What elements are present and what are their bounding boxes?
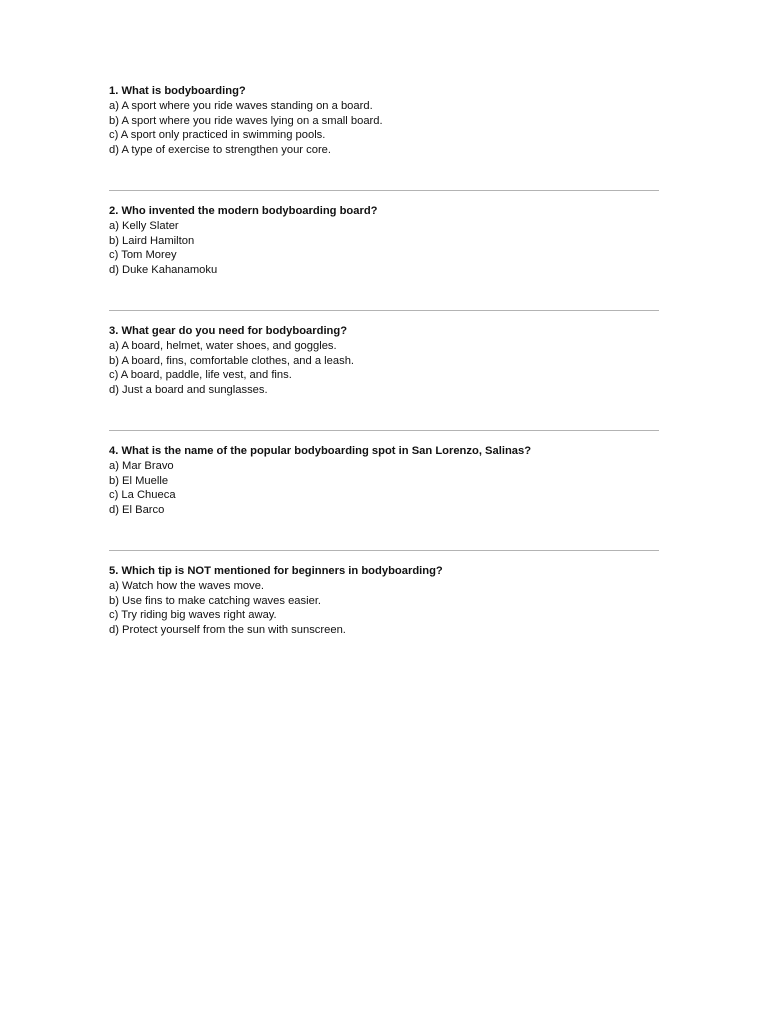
question-title: 4. What is the name of the popular bodyboarding spot in San Lorenzo, Salinas? (109, 444, 532, 457)
divider (109, 310, 659, 311)
option-d: d) Protect yourself from the sun with sunscreen. (109, 624, 346, 637)
divider (109, 190, 659, 191)
question-title: 2. Who invented the modern bodyboarding board? (109, 204, 378, 217)
option-b: b) El Muelle (109, 474, 169, 487)
option-a: a) A board, helmet, water shoes, and goggles. (109, 339, 337, 352)
option-d: d) Duke Kahanamoku (109, 264, 218, 277)
option-b: b) Use fins to make catching waves easier. (109, 594, 322, 607)
question-title: 5. Which tip is NOT mentioned for beginners in bodyboarding? (109, 564, 443, 577)
option-c: c) A board, paddle, life vest, and fins. (109, 369, 292, 382)
option-d: d) El Barco (109, 504, 165, 517)
divider (109, 430, 659, 431)
option-c: c) Tom Morey (109, 249, 177, 262)
question-5 (109, 564, 659, 638)
option-b: b) A board, fins, comfortable clothes, and a leash. (109, 354, 355, 367)
option-a: a) Kelly Slater (109, 219, 179, 232)
question-2 (109, 204, 659, 278)
question-title: 1. What is bodyboarding? (109, 85, 246, 97)
question-3 (109, 324, 659, 398)
divider (109, 550, 659, 551)
option-d: d) Just a board and sunglasses. (109, 384, 268, 397)
option-c: c) La Chueca (109, 489, 176, 502)
option-c: c) Try riding big waves right away. (109, 609, 277, 622)
option-d: d) A type of exercise to strengthen your core. (109, 144, 332, 157)
question-1 (109, 84, 659, 158)
question-4 (109, 444, 659, 518)
quiz (109, 84, 659, 638)
question-title: 3. What gear do you need for bodyboarding? (109, 324, 348, 337)
option-a: a) Watch how the waves move. (109, 579, 265, 592)
option-a: a) Mar Bravo (109, 459, 174, 472)
option-b: b) A sport where you ride waves lying on a small board. (109, 114, 383, 127)
option-a: a) A sport where you ride waves standing on a board. (109, 99, 373, 112)
option-c: c) A sport only practiced in swimming pools. (109, 129, 326, 142)
option-b: b) Laird Hamilton (109, 234, 195, 247)
